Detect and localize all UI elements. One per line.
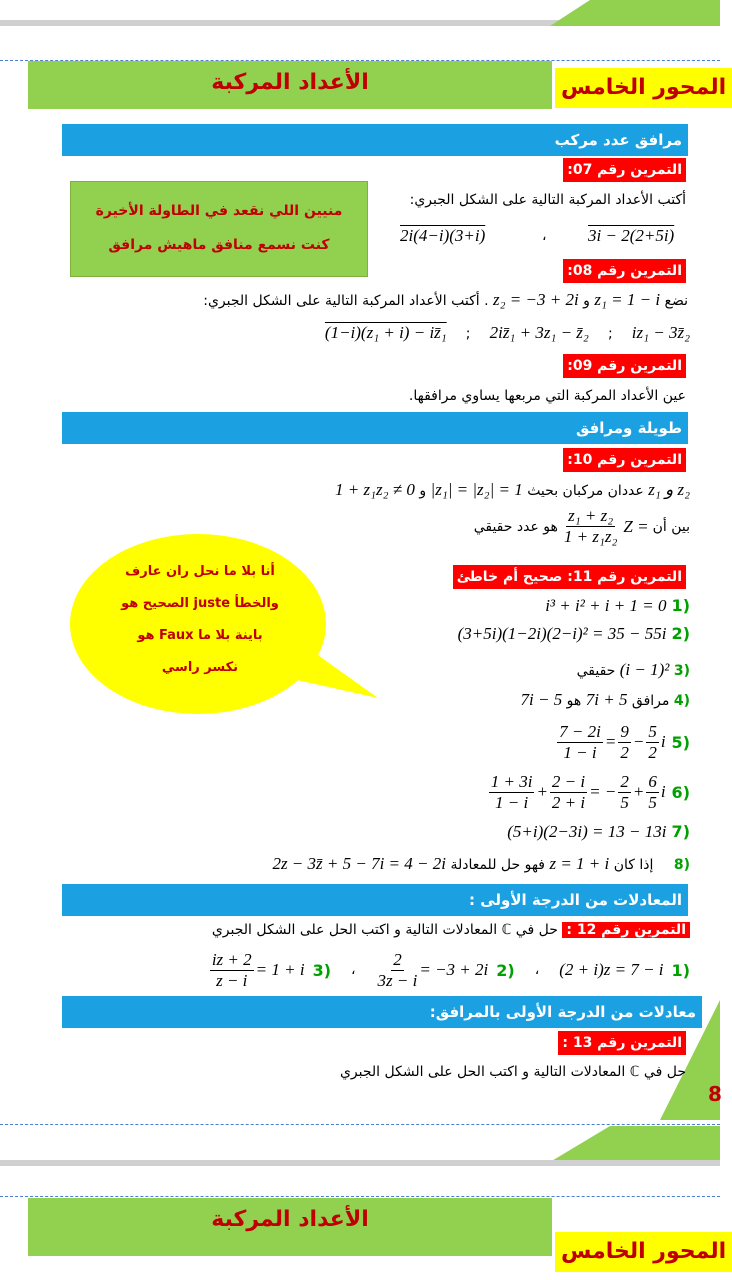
exercise-12-equations [160,946,690,994]
exercise-07-expr1: 3i − 2(2+5i) [588,226,675,245]
bottom-corner-decoration [550,1126,720,1162]
section-first-degree-conjugate: معادلات من الدرجة الأولى بالمرافق: [62,996,702,1028]
exercise-10-real: هو عدد حقيقي [473,518,558,535]
exercise-08-statement [150,290,688,314]
exercise-12-eq2-frac-num: 2 [393,949,402,969]
exercise-07-label: التمرين رقم 07: [563,158,686,182]
exercise-12-label: التمرين رقم 12 : [562,922,690,938]
exercise-08-expr1: iz₁ − 3z̄₂ [631,323,690,342]
exercise-07-text: أكتب الأعداد المركبة التالية على الشكل الجبري: [409,192,686,208]
axis-title: المحور الخامس [555,68,732,108]
exercise-13-label: التمرين رقم 13 : [558,1031,686,1055]
ex11-item-2-expr: (3+5i)(1−2i)(2−i)² = 35 − 55i [457,624,667,643]
exercise-12-header [211,918,690,942]
exercise-12-eq2-frac-den: 3z − i [377,970,418,990]
ex11-item-4-ar2: هو [566,693,582,709]
dashed-separator-bottom [0,1124,720,1125]
ex11-item-5-num: (5 [671,732,690,752]
ex11-item-5-expr: $\frac{7 - 2i}{1 - i}$ = $\frac{9}{2}$ − $\frac{5}{2}$ i [559,721,666,762]
exercise-10-cond1: |z₁| = |z₂| = 1 [430,480,523,499]
ex11-item-5-b-num: 5 [648,721,657,741]
ex11-item-4-expr2: 7i − 5 [520,690,563,709]
exercise-10-frac-den: 1 + z₁z₂ [563,527,618,546]
exercise-11-label: التمرين رقم 11: صحيح أم خاطئ [453,565,686,589]
exercise-12-eq3-frac-den: z − i [216,970,248,990]
section-modulus-conjugate: طويلة ومرافق [62,412,688,444]
next-header-green-bar [28,1198,552,1256]
ex11-item-3-ar: حقيقي [576,663,616,679]
ex11-item-8-ar2: فهو حل للمعادلة [450,857,545,873]
ex11-item-6-b-num: 2 − i [551,771,586,791]
ex11-item-3 [380,660,690,680]
bottom-gray-strip [0,1160,720,1166]
ex11-item-2 [380,624,690,644]
exercise-12-sep2: ، [351,962,356,978]
ex11-item-6-b-den: 2 + i [551,792,586,812]
exercise-10-frac-num: z₁ + z₂ [568,506,614,525]
exercise-12-eq2-rhs: = −3 + 2i [419,960,489,979]
ex11-item-5-lhs-den: 1 − i [563,742,597,762]
ex11-item-8-expr2: 2z − 3z̄ + 5 − 7i = 4 − 2i [272,854,446,873]
ex11-item-6-a-num: 1 + 3i [490,771,533,791]
ex11-item-6-c-den: 5 [620,792,629,812]
exercise-12-text: حل في ℂ المعادلات التالية و اكتب الحل على الشكل الجبري [211,922,558,938]
page-number: 8 [708,1082,722,1106]
exercise-08-z1: z₁ = 1 − i [594,290,661,309]
ex11-item-5-a-num: 9 [620,721,629,741]
exercise-10-and: و [419,483,427,499]
ex11-item-6-num: (6 [671,782,690,802]
next-chapter-title: الأعداد المركبة [211,1207,369,1232]
exercise-12-sep1: ، [534,962,540,978]
ex11-item-8-num: (8 [673,857,690,873]
ex11-item-5 [380,718,690,766]
exercise-12-eq3-rhs: = 1 + i [255,960,305,979]
exercise-08-text-a: نضع [664,293,688,309]
ex11-item-6-c-num: 2 [620,771,629,791]
ex11-item-8-expr: z = 1 + i [549,854,610,873]
ex11-item-8 [190,854,690,874]
next-axis-title: المحور الخامس [555,1232,732,1272]
ex11-item-7 [380,822,690,842]
ex11-item-4 [380,690,690,710]
exercise-10-cond2: 1 + z₁z₂ ≠ 0 [335,480,415,499]
exercise-10-fraction [564,506,618,547]
ex11-item-1-expr: i³ + i² + i + 1 = 0 [545,596,667,615]
ex11-item-6-d-num: 6 [648,771,657,791]
exercise-12-eq3-frac-num: iz + 2 [211,949,252,969]
bubble-line4: نكسر راسي [161,660,239,675]
ex11-item-8-ar: إذا كان [613,857,654,873]
ex11-item-5-lhs-num: 7 − 2i [559,721,601,741]
exercise-08-expressions [260,323,690,343]
section-conjugate: مرافق عدد مركب [62,124,688,156]
ex11-item-7-num: (7 [671,822,690,841]
exercise-10-statement [280,480,690,500]
exercise-12-eq1-num: (1 [671,960,690,980]
ex11-item-3-num: (3 [673,663,690,679]
bubble-line2: الصحيح هو juste والخطأ [121,596,279,611]
exercise-08-expr3: (1−i)(z₁ + i) − iz̄₁ [324,323,447,342]
exercise-08-sep2: ; [465,326,471,342]
header-green-bar [28,61,552,109]
ex11-item-4-ar: مرافق [631,693,670,709]
joke-note-line2: كنت نسمع منافق ماهيش مرافق [108,237,330,253]
exercise-10-vars: z₁ و z₂ [648,480,690,499]
exercise-12-eq3-num: (3 [312,960,332,980]
exercise-12-eq1: (2 + i)z = 7 − i [559,960,664,979]
section-first-degree: المعادلات من الدرجة الأولى : [62,884,688,916]
joke-note-line1: منيين اللي نقعد في الطاولة الأخيرة [95,203,343,219]
exercise-10-show-text: بين أن [652,518,690,535]
exercise-10-z-eq: Z = [623,516,649,536]
ex11-item-1 [380,596,690,616]
exercise-07-expr2: 2i(4−i)(3+i) [400,226,486,245]
ex11-item-2-num: (2 [671,624,690,643]
exercise-08-and: و [583,293,590,309]
speech-bubble-text [80,556,320,684]
exercise-12-eq2-num: (2 [496,960,515,980]
exercise-12-eq3 [208,950,305,991]
exercise-08-expr2: 2iz̄₁ + 3z₁ − z̄₂ [489,323,589,342]
ex11-item-5-a-den: 2 [620,742,629,762]
joke-note-box [70,181,368,277]
exercise-10-show [440,506,690,547]
exercise-08-label: التمرين رقم 08: [563,259,686,283]
exercise-08-text-b: . أكتب الأعداد المركبة التالية على الشكل الجبري: [203,293,489,309]
ex11-item-6-a-den: 1 − i [494,792,529,812]
exercise-08-sep1: ; [607,326,613,342]
chapter-title: الأعداد المركبة [211,70,369,95]
ex11-item-6-expr: $\frac{1 + 3i}{1 - i}$ + $\frac{2 - i}{2 + i}$ = − $\frac{2}{5}$ + $\frac{6}{5}$ i [490,771,666,812]
exercise-09-label: التمرين رقم 09: [563,354,686,378]
ex11-item-4-num: (4 [673,693,690,709]
bubble-line3: هو Faux باينة بلا ما [137,628,263,643]
exercise-10-text: عددان مركبان بحيث [527,483,644,499]
ex11-item-6 [380,768,690,816]
ex11-item-3-expr: (i − 1)² [619,660,670,679]
top-corner-decoration [550,0,720,26]
dashed-separator-next [0,1196,720,1197]
exercise-12-eq2 [376,950,489,991]
ex11-item-5-b-den: 2 [648,742,657,762]
exercise-09-text: عين الأعداد المركبة التي مربعها يساوي مرافقها. [408,388,686,404]
exercise-10-label: التمرين رقم 10: [563,448,686,472]
ex11-item-7-expr: (5+i)(2−3i) = 13 − 13i [507,822,667,841]
ex11-item-6-d-den: 5 [648,792,657,812]
exercise-13-text: حل في ℂ المعادلات التالية و اكتب الحل على الشكل الجبري [339,1064,686,1080]
exercise-08-z2: z₂ = −3 + 2i [493,290,579,309]
ex11-item-4-expr: 7i + 5 [585,690,628,709]
ex11-item-1-num: (1 [671,596,690,615]
exercise-07-sep: ، [542,228,547,244]
bubble-line1: أنا بلا ما نحل ران عارف [125,564,275,579]
